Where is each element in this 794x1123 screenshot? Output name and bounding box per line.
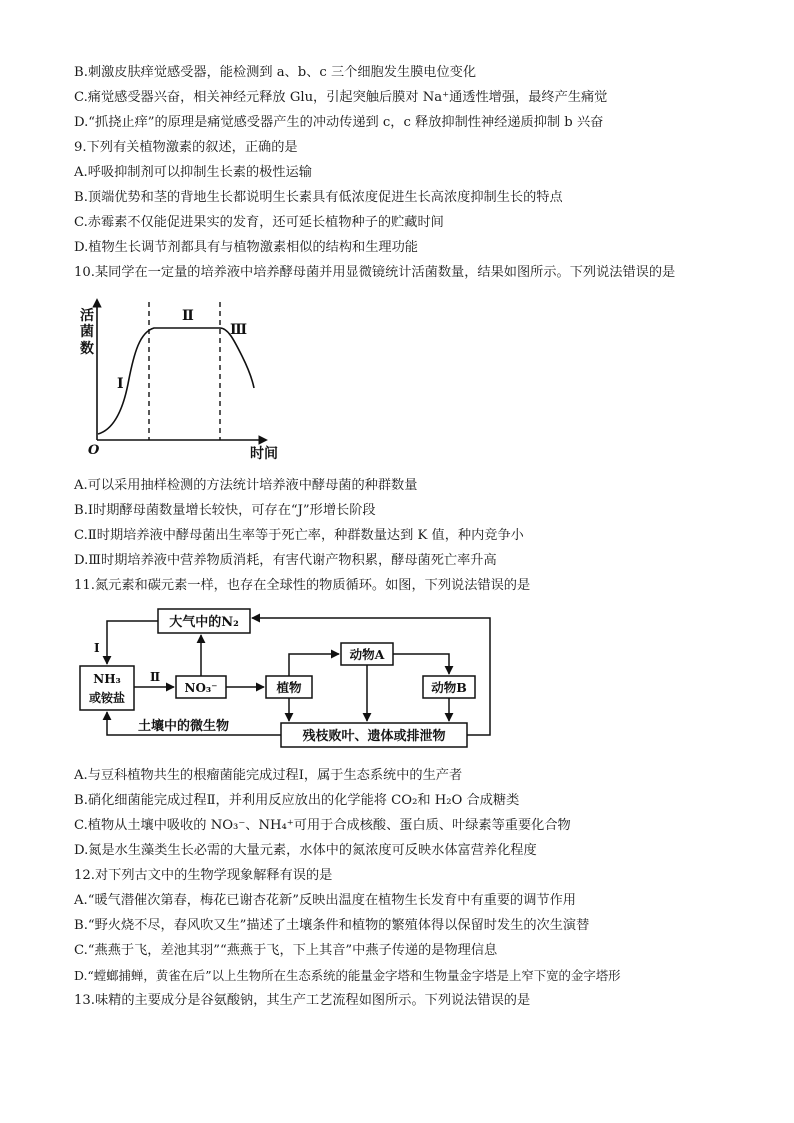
- label-soil-microbes: 土壤中的微生物: [138, 719, 230, 734]
- nitrogen-cycle-diagram: [74, 604, 494, 752]
- option-8d: D.“抓挠止痒”的原理是痛觉感受器产生的冲动传递到 c，c 释放抑制性神经递质抑制 b 兴奋: [74, 115, 604, 130]
- option-9a: A.呼吸抑制剂可以抑制生长素的极性运输: [74, 165, 312, 180]
- option-12a: A.“暖气潜催次第春，梅花已谢杏花新”反映出温度在植物生长发育中有重要的调节作用: [74, 893, 576, 908]
- question-9: 9.下列有关植物激素的叙述，正确的是: [74, 140, 298, 155]
- phase-label-3: Ⅲ: [230, 322, 248, 338]
- label-plant: 植物: [276, 680, 302, 695]
- option-11d: D.氮是水生藻类生长必需的大量元素，水体中的氮浓度可反映水体富营养化程度: [74, 843, 537, 858]
- option-10c: C.Ⅱ时期培养液中酵母菌出生率等于死亡率，种群数量达到 K 值，种内竞争小: [74, 528, 524, 543]
- label-process-1: Ⅰ: [94, 641, 100, 655]
- question-10: 10.某同学在一定量的培养液中培养酵母菌并用显微镜统计活菌数量，结果如图所示。下列说法错误的是: [74, 265, 676, 280]
- option-9d: D.植物生长调节剂都具有与植物激素相似的结构和生理功能: [74, 240, 418, 255]
- label-litter: 残枝败叶、遗体或排泄物: [302, 729, 446, 744]
- question-11: 11.氮元素和碳元素一样，也存在全球性的物质循环。如图，下列说法错误的是: [74, 578, 531, 593]
- option-10d: D.Ⅲ时期培养液中营养物质消耗，有害代谢产物积累，酵母菌死亡率升高: [74, 553, 497, 568]
- question-13: 13.味精的主要成分是谷氨酸钠，其生产工艺流程如图所示。下列说法错误的是: [74, 993, 531, 1008]
- label-animal-b: 动物B: [431, 680, 467, 695]
- option-8b: B.刺激皮肤痒觉感受器，能检测到 a、b、c 三个细胞发生膜电位变化: [74, 65, 477, 80]
- option-12b: B.“野火烧不尽，春风吹又生”描述了土壤条件和植物的繁殖体得以保留时发生的次生演替: [74, 918, 590, 933]
- question-12: 12.对下列古文中的生物学现象解释有误的是: [74, 868, 333, 883]
- phase-label-2: Ⅱ: [182, 308, 194, 324]
- option-11a: A.与豆科植物共生的根瘤菌能完成过程Ⅰ，属于生态系统中的生产者: [74, 768, 463, 783]
- chart-xlabel: 时间: [250, 446, 278, 462]
- label-atmosphere-n2: 大气中的N₂: [169, 615, 239, 630]
- yeast-growth-chart: [74, 294, 284, 466]
- option-11b: B.硝化细菌能完成过程Ⅱ，并利用反应放出的化学能将 CO₂和 H₂O 合成糖类: [74, 793, 520, 808]
- chart-origin: O: [88, 443, 100, 458]
- option-10b: B.Ⅰ时期酵母菌数量增长较快，可存在“J”形增长阶段: [74, 503, 376, 518]
- option-8c: C.痛觉感受器兴奋，相关神经元释放 Glu，引起突触后膜对 Na⁺通透性增强，最终产生痛觉: [74, 90, 608, 105]
- option-12d: D.“螳螂捕蝉，黄雀在后”以上生物所在生态系统的能量金字塔和生物量金字塔是上窄下宽的金字塔形: [74, 968, 621, 983]
- label-no3: NO₃⁻: [184, 681, 218, 695]
- label-nh3-line1: NH₃: [93, 672, 121, 686]
- option-12c: C.“燕燕于飞，差池其羽”“燕燕于飞，下上其音”中燕子传递的是物理信息: [74, 943, 498, 958]
- option-11c: C.植物从土壤中吸收的 NO₃⁻、NH₄⁺可用于合成核酸、蛋白质、叶绿素等重要化合物: [74, 818, 571, 833]
- chart-ylabel-3: 数: [80, 341, 94, 357]
- arrow-animal-a-to-b: [393, 654, 449, 674]
- label-animal-a: 动物A: [349, 647, 385, 662]
- label-process-2: Ⅱ: [150, 670, 161, 684]
- phase-label-1: Ⅰ: [117, 376, 124, 392]
- arrow-process-1: [107, 621, 158, 664]
- option-9c: C.赤霉素不仅能促进果实的发育，还可延长植物种子的贮藏时间: [74, 215, 444, 230]
- chart-ylabel-2: 菌: [80, 324, 94, 340]
- arrow-plant-to-animal-a: [289, 654, 339, 676]
- label-nh3-line2: 或铵盐: [88, 691, 126, 705]
- chart-ylabel-1: 活: [80, 308, 94, 324]
- option-9b: B.顶端优势和茎的背地生长都说明生长素具有低浓度促进生长高浓度抑制生长的特点: [74, 190, 563, 205]
- option-10a: A.可以采用抽样检测的方法统计培养液中酵母菌的种群数量: [74, 478, 418, 493]
